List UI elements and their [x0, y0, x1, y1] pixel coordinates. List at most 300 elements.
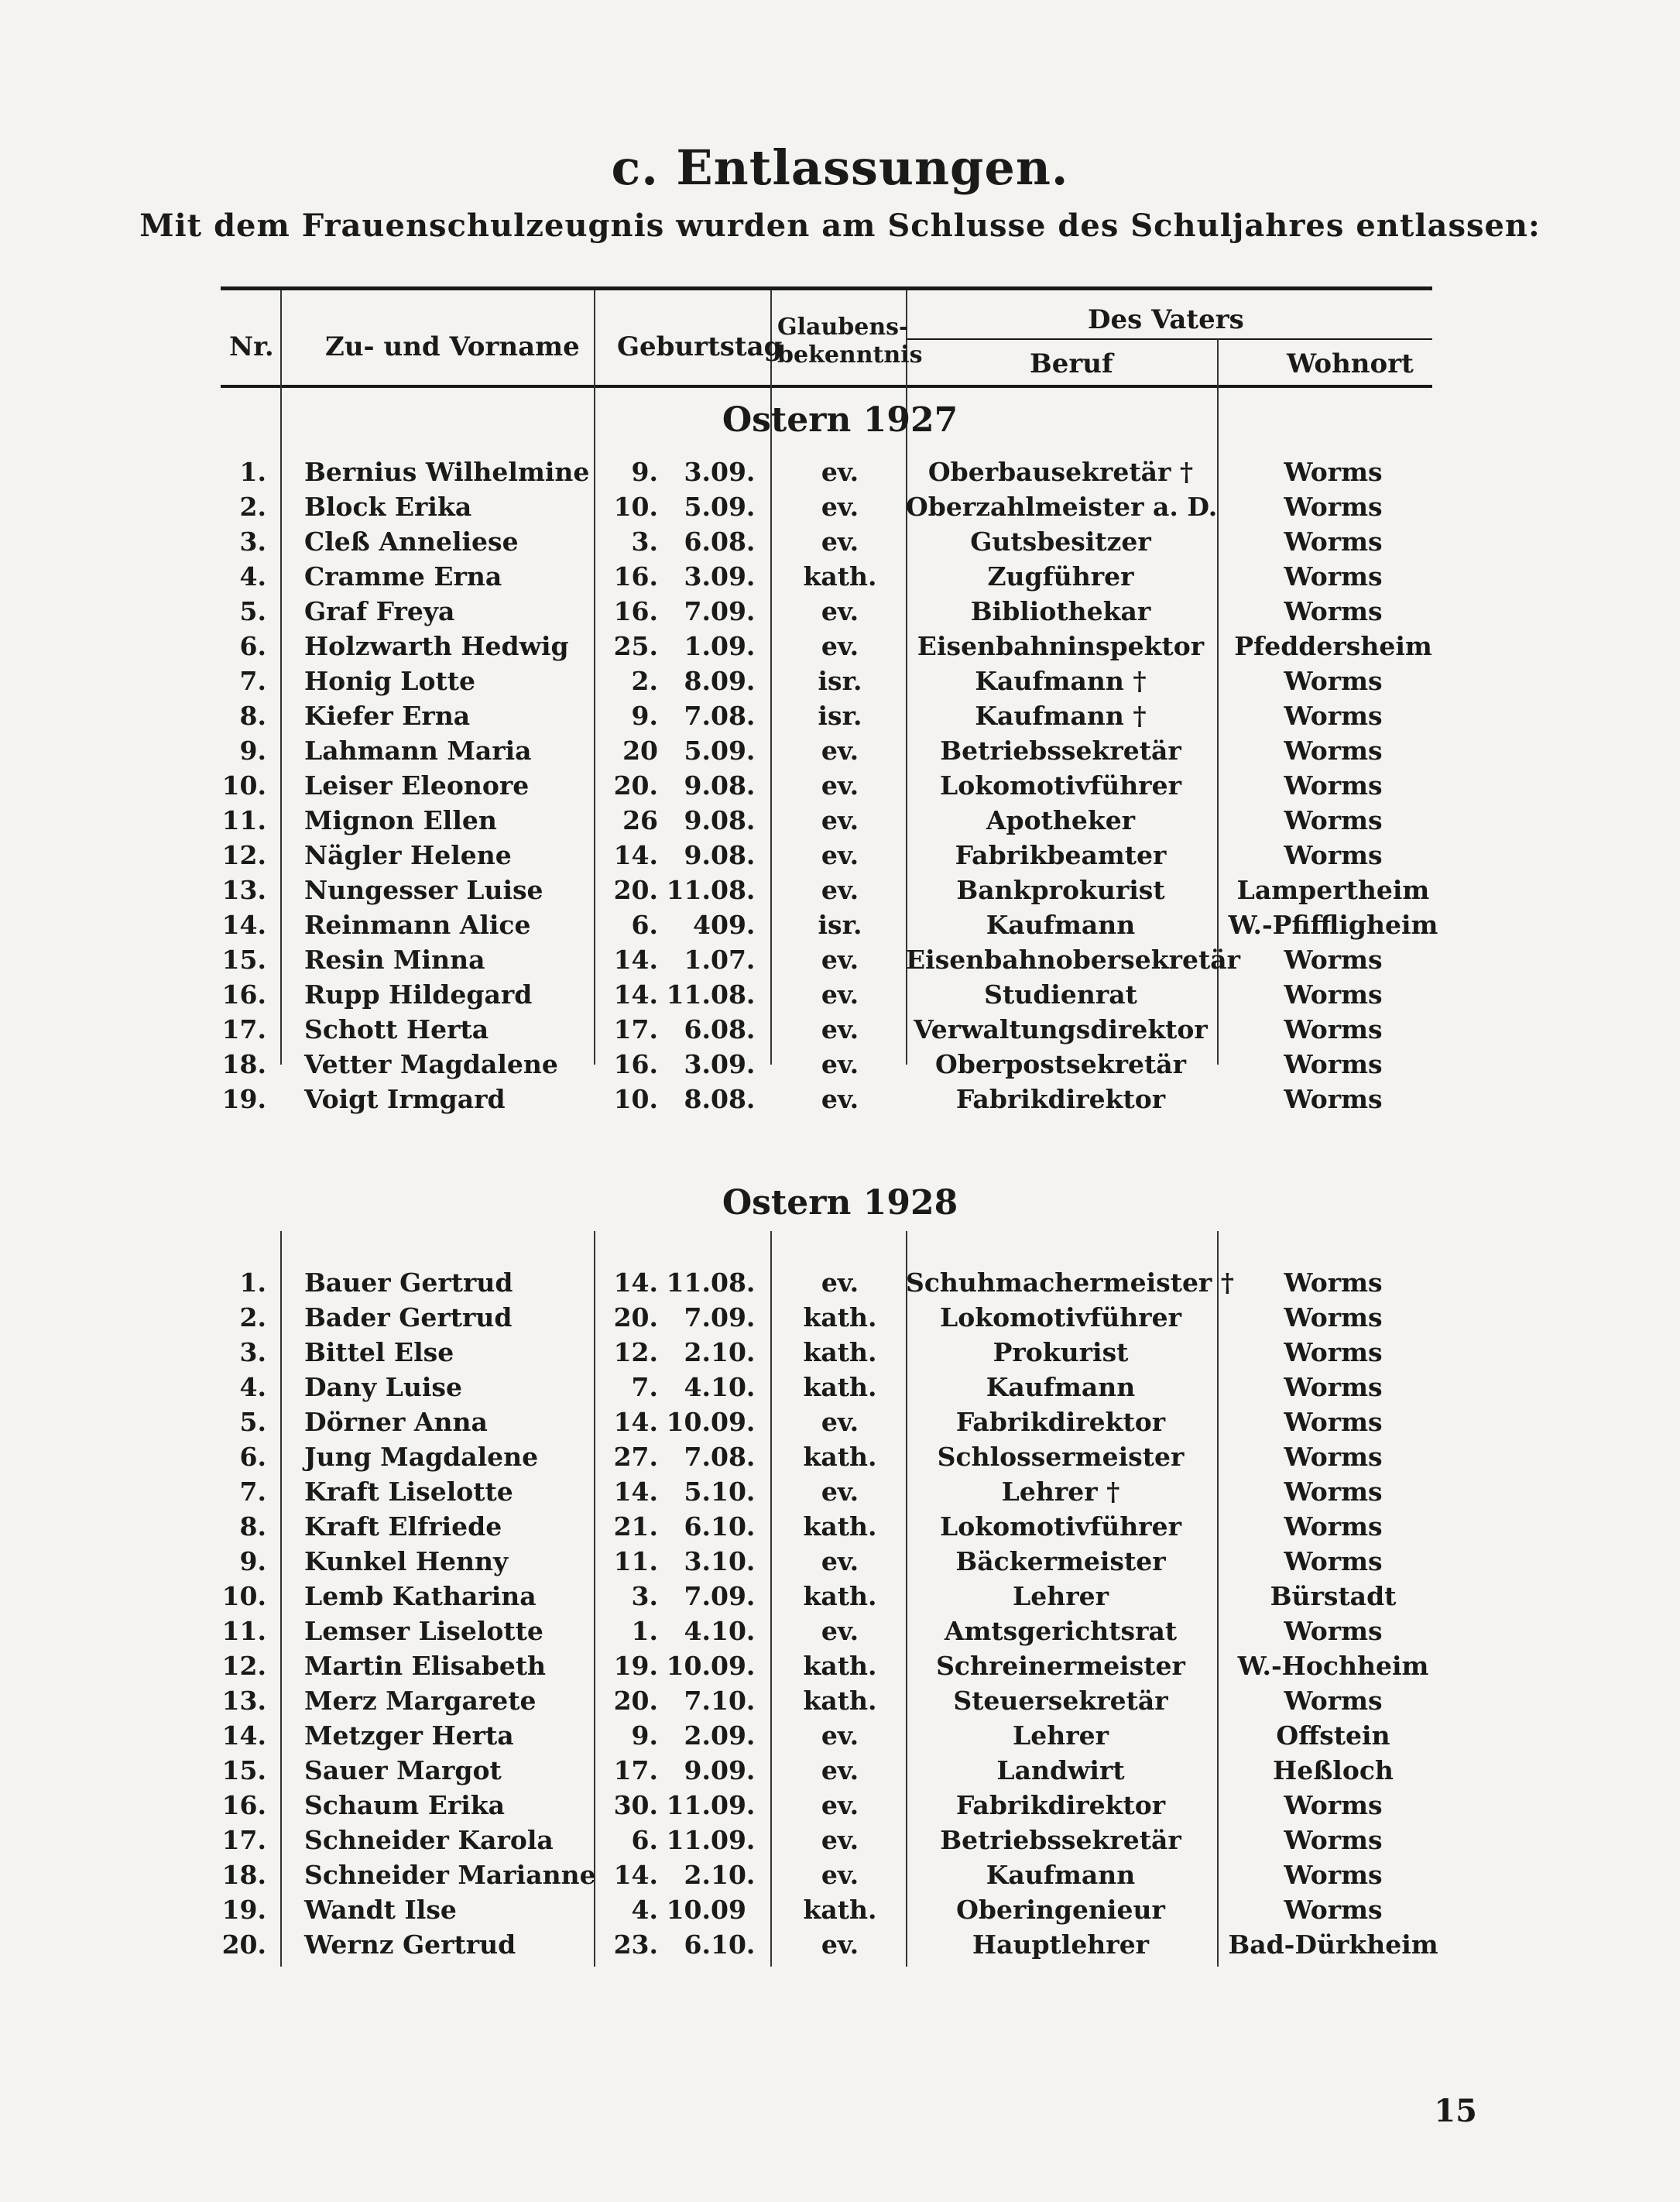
table-row	[0, 561, 1680, 596]
religion: ev.	[821, 979, 859, 1010]
father-residence: Lampertheim	[1236, 875, 1430, 905]
student-name: Vetter Magdalene	[304, 1049, 558, 1079]
row-number: 1.	[239, 457, 266, 487]
father-residence: Worms	[1284, 1686, 1383, 1716]
birth-year: 09.	[711, 910, 756, 940]
row-number: 2.	[239, 1302, 266, 1333]
father-residence: Worms	[1284, 492, 1383, 522]
birth-year: 08.	[711, 1442, 756, 1472]
table-row	[0, 701, 1680, 736]
birth-day: 14.	[613, 1477, 658, 1507]
birth-month: 7.	[684, 1302, 711, 1333]
birth-month: 3.	[684, 457, 711, 487]
religion: kath.	[803, 1651, 877, 1681]
student-name: Resin Minna	[304, 945, 485, 975]
birth-month: 3.	[684, 561, 711, 592]
birth-month: 11.	[666, 1825, 711, 1855]
religion: ev.	[821, 457, 859, 487]
religion: kath.	[803, 1372, 877, 1402]
row-number: 12.	[221, 1651, 266, 1681]
header-name: Zu- und Vorname	[325, 331, 580, 362]
father-residence: Bad-Dürkheim	[1228, 1929, 1438, 1960]
row-number: 13.	[221, 1686, 266, 1716]
birth-year: 08.	[711, 1014, 756, 1044]
table-row	[0, 1616, 1680, 1651]
row-number: 10.	[221, 770, 266, 801]
row-number: 5.	[239, 596, 266, 626]
student-name: Kraft Elfriede	[304, 1511, 502, 1542]
row-number: 6.	[239, 1442, 266, 1472]
birth-month: 5.	[684, 1477, 711, 1507]
table-row	[0, 1084, 1680, 1119]
birth-day: 6.	[631, 910, 658, 940]
father-occupation: Bibliothekar	[970, 596, 1151, 626]
birth-month: 10.	[666, 1407, 711, 1437]
table-row	[0, 1895, 1680, 1929]
row-number: 18.	[221, 1049, 266, 1079]
father-residence: Worms	[1284, 736, 1383, 766]
student-name: Reinmann Alice	[304, 910, 531, 940]
row-number: 7.	[239, 1477, 266, 1507]
father-residence: Worms	[1284, 1302, 1383, 1333]
table-row	[0, 1337, 1680, 1372]
birth-day: 3.	[631, 526, 658, 557]
religion: ev.	[821, 736, 859, 766]
father-residence: Worms	[1284, 1860, 1383, 1890]
birth-month: 4.	[684, 1616, 711, 1646]
birth-day: 1.	[631, 1616, 658, 1646]
student-name: Honig Lotte	[304, 666, 475, 696]
birth-month: 9.	[684, 805, 711, 835]
table-row	[0, 1267, 1680, 1302]
father-residence: Worms	[1284, 1790, 1383, 1820]
birth-day: 2.	[631, 666, 658, 696]
birth-month: 2.	[684, 1720, 711, 1751]
birth-year: 08.	[711, 840, 756, 870]
father-residence: Worms	[1284, 701, 1383, 731]
section-heading-1928: Ostern 1928	[722, 1183, 958, 1223]
student-name: Leiser Eleonore	[304, 770, 530, 801]
father-occupation: Studienrat	[984, 979, 1137, 1010]
table-row	[0, 1860, 1680, 1895]
birth-year: 09.	[711, 457, 756, 487]
father-residence: Worms	[1284, 1407, 1383, 1437]
birth-year: 08.	[711, 1267, 756, 1298]
religion: ev.	[821, 805, 859, 835]
row-number: 6.	[239, 631, 266, 661]
father-occupation: Kaufmann	[986, 1372, 1136, 1402]
father-occupation: Prokurist	[993, 1337, 1129, 1367]
table-row	[0, 666, 1680, 701]
table-row	[0, 979, 1680, 1014]
birth-day: 14.	[613, 945, 658, 975]
header-top-rule	[221, 286, 1432, 290]
row-number: 16.	[221, 1790, 266, 1820]
birth-day: 9.	[631, 1720, 658, 1751]
religion: ev.	[821, 1755, 859, 1785]
religion: kath.	[803, 1686, 877, 1716]
father-occupation: Lokomotivführer	[940, 770, 1181, 801]
birth-year: 09.	[711, 561, 756, 592]
birth-year: 09.	[711, 1581, 756, 1611]
father-residence: Worms	[1284, 1337, 1383, 1367]
row-number: 14.	[221, 910, 266, 940]
table-row	[0, 1546, 1680, 1581]
religion: ev.	[821, 1407, 859, 1437]
birth-day: 14.	[613, 1407, 658, 1437]
father-occupation: Lehrer †	[1001, 1477, 1120, 1507]
row-number: 19.	[221, 1895, 266, 1925]
table-row	[0, 1049, 1680, 1084]
father-residence: Heßloch	[1273, 1755, 1394, 1785]
birth-year: 09.	[711, 736, 756, 766]
header-glaubens-2: bekenntnis	[777, 341, 923, 369]
row-number: 7.	[239, 666, 266, 696]
father-residence: Worms	[1284, 1825, 1383, 1855]
religion: isr.	[818, 666, 862, 696]
row-number: 9.	[239, 1546, 266, 1576]
father-occupation: Betriebssekretär	[940, 1825, 1181, 1855]
father-residence: Worms	[1284, 979, 1383, 1010]
birth-day: 20	[622, 736, 658, 766]
birth-month: 6.	[684, 1014, 711, 1044]
father-occupation: Lokomotivführer	[940, 1302, 1181, 1333]
birth-day: 14.	[613, 1267, 658, 1298]
father-residence: Pfeddersheim	[1234, 631, 1432, 661]
birth-month: 5.	[684, 492, 711, 522]
father-occupation: Fabrikbeamter	[955, 840, 1167, 870]
birth-month: 1.	[684, 945, 711, 975]
birth-month: 9.	[684, 1755, 711, 1785]
father-residence: Worms	[1284, 561, 1383, 592]
birth-year: 07.	[711, 945, 756, 975]
row-number: 14.	[221, 1720, 266, 1751]
father-residence: Worms	[1284, 596, 1383, 626]
religion: kath.	[803, 561, 877, 592]
row-number: 9.	[239, 736, 266, 766]
student-name: Mignon Ellen	[304, 805, 497, 835]
birth-day: 9.	[631, 701, 658, 731]
religion: ev.	[821, 1790, 859, 1820]
religion: kath.	[803, 1337, 877, 1367]
student-name: Martin Elisabeth	[304, 1651, 547, 1681]
birth-month: 7.	[684, 701, 711, 731]
religion: ev.	[821, 1049, 859, 1079]
student-name: Nägler Helene	[304, 840, 512, 870]
birth-year: 09.	[711, 1720, 756, 1751]
religion: ev.	[821, 840, 859, 870]
row-number: 10.	[221, 1581, 266, 1611]
student-name: Cleß Anneliese	[304, 526, 519, 557]
header-wohnort: Wohnort	[1287, 348, 1414, 379]
father-occupation: Fabrikdirektor	[955, 1084, 1166, 1114]
birth-month: 10.	[666, 1895, 711, 1925]
student-name: Cramme Erna	[304, 561, 502, 592]
birth-year: 09.	[711, 1302, 756, 1333]
birth-year: 09.	[711, 631, 756, 661]
table-row	[0, 1755, 1680, 1790]
birth-day: 20.	[613, 1302, 658, 1333]
religion: ev.	[821, 1929, 859, 1960]
father-residence: Worms	[1284, 805, 1383, 835]
birth-day: 17.	[613, 1014, 658, 1044]
table-row	[0, 1651, 1680, 1686]
birth-year: 08.	[711, 1084, 756, 1114]
student-name: Nungesser Luise	[304, 875, 543, 905]
birth-day: 17.	[613, 1755, 658, 1785]
religion: kath.	[803, 1302, 877, 1333]
father-occupation: Fabrikdirektor	[955, 1790, 1166, 1820]
birth-year: 09.	[711, 1755, 756, 1785]
row-number: 4.	[239, 561, 266, 592]
birth-month: 6.	[684, 526, 711, 557]
father-occupation: Kaufmann	[986, 910, 1136, 940]
birth-year: 09.	[711, 1825, 756, 1855]
birth-year: 09.	[711, 1651, 756, 1681]
birth-month: 3.	[684, 1049, 711, 1079]
father-occupation: Kaufmann	[986, 1860, 1136, 1890]
birth-year: 08.	[711, 701, 756, 731]
father-residence: Worms	[1284, 457, 1383, 487]
birth-month: 7.	[684, 1686, 711, 1716]
father-residence: Offstein	[1276, 1720, 1390, 1751]
row-number: 15.	[221, 945, 266, 975]
religion: ev.	[821, 875, 859, 905]
table-row	[0, 1014, 1680, 1049]
father-residence: Worms	[1284, 1616, 1383, 1646]
father-occupation: Betriebssekretär	[940, 736, 1181, 766]
birth-month: 4.	[684, 1372, 711, 1402]
table-row	[0, 736, 1680, 770]
student-name: Jung Magdalene	[304, 1442, 539, 1472]
birth-year: 10.	[711, 1616, 756, 1646]
student-name: Bittel Else	[304, 1337, 454, 1367]
table-row	[0, 526, 1680, 561]
row-number: 11.	[221, 805, 266, 835]
religion: ev.	[821, 1720, 859, 1751]
page-subtitle: Mit dem Frauenschulzeugnis wurden am Schlusse des Schuljahres entlassen:	[139, 208, 1541, 244]
birth-day: 7.	[631, 1372, 658, 1402]
header-geburtstag: Geburtstag	[617, 331, 783, 362]
header-bottom-rule	[221, 385, 1432, 388]
father-residence: W.-Hochheim	[1237, 1651, 1429, 1681]
table-row	[0, 805, 1680, 840]
religion: ev.	[821, 631, 859, 661]
row-number: 15.	[221, 1755, 266, 1785]
father-occupation: Oberpostsekretär	[935, 1049, 1186, 1079]
birth-day: 16.	[613, 596, 658, 626]
father-occupation: Lehrer	[1013, 1581, 1109, 1611]
religion: isr.	[818, 701, 862, 731]
birth-day: 20.	[613, 1686, 658, 1716]
birth-day: 6.	[631, 1825, 658, 1855]
religion: kath.	[803, 1895, 877, 1925]
birth-year: 09	[711, 1895, 746, 1925]
birth-year: 10.	[711, 1511, 756, 1542]
table-row	[0, 875, 1680, 910]
father-occupation: Hauptlehrer	[972, 1929, 1150, 1960]
birth-month: 6.	[684, 1511, 711, 1542]
row-number: 1.	[239, 1267, 266, 1298]
birth-month: 11.	[666, 1267, 711, 1298]
father-residence: Worms	[1284, 1084, 1383, 1114]
birth-day: 20.	[613, 875, 658, 905]
religion: ev.	[821, 1084, 859, 1114]
birth-year: 10.	[711, 1372, 756, 1402]
father-residence: Worms	[1284, 1049, 1383, 1079]
table-row	[0, 945, 1680, 979]
birth-year: 08.	[711, 875, 756, 905]
birth-year: 09.	[711, 1407, 756, 1437]
table-row	[0, 1581, 1680, 1616]
religion: ev.	[821, 1860, 859, 1890]
table-row	[0, 1825, 1680, 1860]
religion: ev.	[821, 1825, 859, 1855]
father-occupation: Oberbausekretär †	[927, 457, 1194, 487]
birth-day: 21.	[613, 1511, 658, 1542]
row-number: 3.	[239, 1337, 266, 1367]
father-residence: Worms	[1284, 1546, 1383, 1576]
father-residence: Worms	[1284, 666, 1383, 696]
birth-day: 26	[622, 805, 658, 835]
table-row	[0, 631, 1680, 666]
student-name: Lemb Katharina	[304, 1581, 537, 1611]
birth-month: 8.	[684, 1084, 711, 1114]
birth-day: 23.	[613, 1929, 658, 1960]
birth-day: 3.	[631, 1581, 658, 1611]
birth-year: 10.	[711, 1546, 756, 1576]
birth-day: 30.	[613, 1790, 658, 1820]
student-name: Lahmann Maria	[304, 736, 532, 766]
religion: kath.	[803, 1511, 877, 1542]
birth-year: 08.	[711, 805, 756, 835]
row-number: 17.	[221, 1825, 266, 1855]
table-row	[0, 1407, 1680, 1442]
father-residence: Worms	[1284, 945, 1383, 975]
religion: ev.	[821, 1267, 859, 1298]
row-number: 3.	[239, 526, 266, 557]
father-occupation: Schlossermeister	[937, 1442, 1185, 1472]
header-beruf: Beruf	[1030, 348, 1113, 379]
table-row	[0, 457, 1680, 492]
father-occupation: Bankprokurist	[956, 875, 1165, 905]
father-occupation: Gutsbesitzer	[970, 526, 1151, 557]
table-row	[0, 1442, 1680, 1477]
header-vater: Des Vaters	[1088, 304, 1244, 335]
birth-day: 20.	[613, 770, 658, 801]
row-number: 19.	[221, 1084, 266, 1114]
student-name: Bader Gertrud	[304, 1302, 513, 1333]
student-name: Voigt Irmgard	[304, 1084, 506, 1114]
page-number: 15	[1434, 2093, 1477, 2129]
table-row	[0, 840, 1680, 875]
row-number: 2.	[239, 492, 266, 522]
father-occupation: Schreinermeister	[936, 1651, 1185, 1681]
row-number: 13.	[221, 875, 266, 905]
birth-year: 10.	[711, 1860, 756, 1890]
student-name: Schaum Erika	[304, 1790, 506, 1820]
father-occupation: Amtsgerichtsrat	[944, 1616, 1178, 1646]
father-occupation: Schuhmachermeister †	[906, 1267, 1235, 1298]
father-residence: Worms	[1284, 1511, 1383, 1542]
header-nr: Nr.	[229, 331, 274, 362]
student-name: Lemser Liselotte	[304, 1616, 543, 1646]
father-residence: W.-Pfiffligheim	[1228, 910, 1438, 940]
birth-day: 12.	[613, 1337, 658, 1367]
student-name: Bernius Wilhelmine	[304, 457, 590, 487]
father-residence: Worms	[1284, 770, 1383, 801]
religion: ev.	[821, 526, 859, 557]
father-occupation: Zugführer	[987, 561, 1134, 592]
header-mid-rule	[906, 338, 1432, 340]
birth-month: 2.	[684, 1860, 711, 1890]
birth-day: 14.	[613, 840, 658, 870]
section-heading-1927: Ostern 1927	[722, 400, 958, 440]
birth-month: 2.	[684, 1337, 711, 1367]
birth-month: 5.	[684, 736, 711, 766]
father-residence: Worms	[1284, 840, 1383, 870]
birth-day: 25.	[613, 631, 658, 661]
student-name: Dörner Anna	[304, 1407, 488, 1437]
father-occupation: Oberzahlmeister a. D.	[906, 492, 1218, 522]
father-occupation: Steuersekretär	[953, 1686, 1168, 1716]
student-name: Schneider Marianne	[304, 1860, 596, 1890]
student-name: Kraft Liselotte	[304, 1477, 513, 1507]
birth-month: 6.	[684, 1929, 711, 1960]
father-residence: Worms	[1284, 1477, 1383, 1507]
birth-month: 3.	[684, 1546, 711, 1576]
birth-year: 08.	[711, 526, 756, 557]
father-residence: Worms	[1284, 1267, 1383, 1298]
birth-month: 1.	[684, 631, 711, 661]
row-number: 11.	[221, 1616, 266, 1646]
row-number: 20.	[221, 1929, 266, 1960]
religion: ev.	[821, 770, 859, 801]
row-number: 4.	[239, 1372, 266, 1402]
student-name: Graf Freya	[304, 596, 455, 626]
header-glaubens-1: Glaubens-	[777, 314, 909, 341]
birth-day: 27.	[613, 1442, 658, 1472]
birth-day: 11.	[613, 1546, 658, 1576]
birth-month: 4	[693, 910, 711, 940]
birth-month: 11.	[666, 1790, 711, 1820]
table-row	[0, 1511, 1680, 1546]
birth-year: 08.	[711, 979, 756, 1010]
religion: ev.	[821, 1546, 859, 1576]
religion: isr.	[818, 910, 862, 940]
religion: kath.	[803, 1581, 877, 1611]
father-occupation: Eisenbahninspektor	[917, 631, 1205, 661]
student-name: Metzger Herta	[304, 1720, 514, 1751]
religion: kath.	[803, 1442, 877, 1472]
birth-month: 7.	[684, 1581, 711, 1611]
student-name: Bauer Gertrud	[304, 1267, 513, 1298]
birth-month: 11.	[666, 875, 711, 905]
father-occupation: Landwirt	[996, 1755, 1125, 1785]
birth-day: 19.	[613, 1651, 658, 1681]
birth-day: 14.	[613, 1860, 658, 1890]
father-occupation: Oberingenieur	[956, 1895, 1165, 1925]
student-name: Schott Herta	[304, 1014, 489, 1044]
religion: ev.	[821, 596, 859, 626]
father-occupation: Lehrer	[1013, 1720, 1109, 1751]
birth-day: 16.	[613, 1049, 658, 1079]
table-row	[0, 1477, 1680, 1511]
table-row	[0, 1686, 1680, 1720]
table-row	[0, 910, 1680, 945]
father-occupation: Kaufmann †	[975, 701, 1147, 731]
birth-year: 09.	[711, 1790, 756, 1820]
